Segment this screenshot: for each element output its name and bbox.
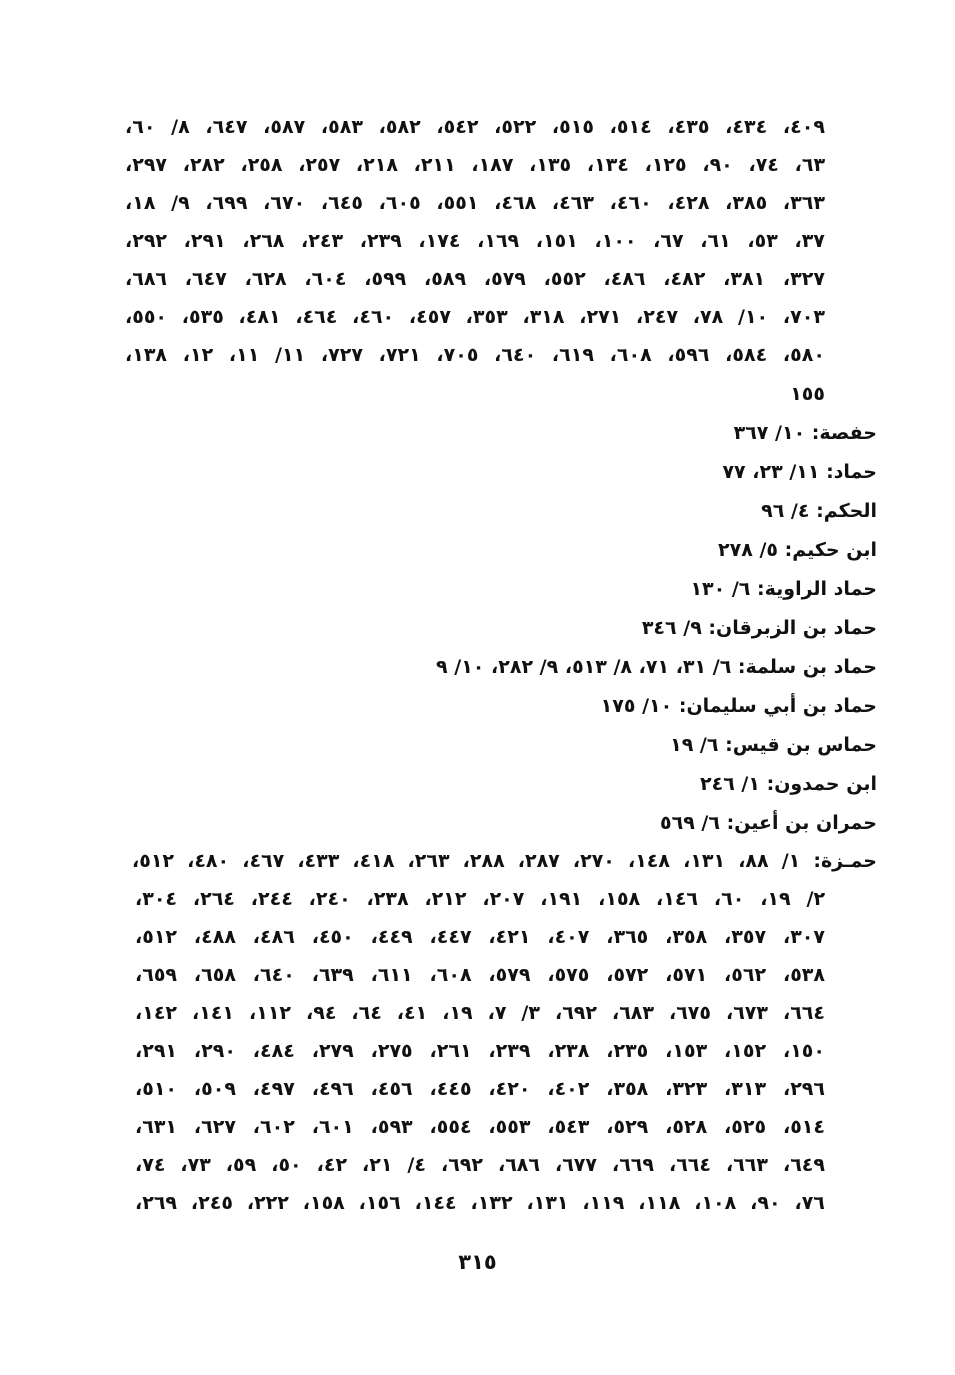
index-entry: حماد بن أبي سليمان: ١٠/ ١٧٥ [600, 695, 877, 717]
index-continuation-line: ٥٨٠، ٥٨٤، ٥٩٦، ٦٠٨، ٦١٩، ٦٤٠، ٧٠٥، ٧٢١، ٧٢٧، ١١/ ١١، ١٢، ١٣٨، [125, 344, 825, 366]
index-hamza-line: ٥٣٨، ٥٦٢، ٥٧١، ٥٧٢، ٥٧٥، ٥٧٩، ٦٠٨، ٦١١، ٦٣٩، ٦٤٠، ٦٥٨، ٦٥٩، [135, 964, 825, 986]
index-entry: حماد بن الزبرقان: ٩/ ٣٤٦ [641, 617, 877, 639]
page-number: ٣١٥ [458, 1250, 497, 1274]
index-hamza-line: ٣٠٧، ٣٥٧، ٣٥٨، ٣٦٥، ٤٠٧، ٤٢١، ٤٤٧، ٤٤٩، ٤٥٠، ٤٨٦، ٤٨٨، ٥١٢، [135, 926, 825, 948]
index-continuation-line: ٣٦٣، ٣٨٥، ٤٢٨، ٤٦٠، ٤٦٣، ٤٦٨، ٥٥١، ٦٠٥، ٦٤٥، ٦٧٠، ٦٩٩، ٩/ ١٨، [125, 192, 825, 214]
index-hamza-line: ١٥٠، ١٥٢، ١٥٣، ٢٣٥، ٢٣٨، ٢٣٩، ٢٦١، ٢٧٥، ٢٧٩، ٤٨٤، ٢٩٠، ٢٩١، [135, 1040, 825, 1062]
index-continuation-line: ٤٠٩، ٤٣٤، ٤٣٥، ٥١٤، ٥١٥، ٥٢٢، ٥٤٢، ٥٨٢، ٥٨٣، ٥٨٧، ٦٤٧، ٨/ ٦٠، [125, 116, 825, 138]
index-continuation-line: ٦٣، ٧٤، ٩٠، ١٢٥، ١٣٤، ١٣٥، ١٨٧، ٢١١، ٢١٨، ٢٥٧، ٢٥٨، ٢٨٢، ٢٩٧، [125, 154, 825, 176]
index-entry: حمران بن أعين: ٦/ ٥٦٩ [660, 812, 877, 834]
index-continuation-line: ٣٧، ٥٣، ٦١، ٦٧، ١٠٠، ١٥١، ١٦٩، ١٧٤، ٢٣٩، ٢٤٣، ٢٦٨، ٢٩١، ٢٩٢، [125, 230, 825, 252]
index-entry: حماد بن سلمة: ٦/ ٣١، ٧١، ٨/ ٥١٣، ٩/ ٢٨٢، ١٠/ ٩ [436, 656, 877, 678]
index-entry: الحكم: ٤/ ٩٦ [761, 500, 877, 522]
index-hamza-line: ٧٦، ٩٠، ١٠٨، ١١٨، ١١٩، ١٣١، ١٣٢، ١٤٤، ١٥٦، ١٥٨، ٢٢٢، ٢٤٥، ٢٦٩، [135, 1192, 825, 1214]
index-continuation-last: ١٥٥ [790, 383, 825, 405]
index-hamza-line: ٦٦٤، ٦٧٣، ٦٧٥، ٦٨٣، ٦٩٢، ٣/ ٧، ١٩، ٤١، ٦٤، ٩٤، ١١٢، ١٤١، ١٤٢، [135, 1002, 825, 1024]
index-entry: حماد الراوية: ٦/ ١٣٠ [690, 578, 877, 600]
index-hamza-line: ٢/ ١٩، ٦٠، ١٤٦، ١٥٨، ١٩١، ٢٠٧، ٢١٢، ٢٣٨، ٢٤٠، ٢٤٤، ٢٦٤، ٣٠٤، [135, 888, 825, 910]
index-entry-hamza: حمـزة: ١/ ٨٨، ١٣١، ١٤٨، ٢٧٠، ٢٨٧، ٢٨٨، ٢٦٣، ٤١٨، ٤٣٣، ٤٦٧، ٤٨٠، ٥١٢، [132, 850, 877, 872]
index-entry: حماد: ١١/ ٢٣، ٧٧ [722, 461, 877, 483]
index-entry: حفصة: ١٠/ ٣٦٧ [733, 422, 877, 444]
index-entry: حماس بن قيس: ٦/ ١٩ [670, 734, 877, 756]
index-hamza-line: ٢٩٦، ٣١٣، ٣٢٣، ٣٥٨، ٤٠٢، ٤٢٠، ٤٤٥، ٤٥٦، ٤٩٦، ٤٩٧، ٥٠٩، ٥١٠، [135, 1078, 825, 1100]
index-hamza-line: ٦٤٩، ٦٦٣، ٦٦٤، ٦٦٩، ٦٧٧، ٦٨٦، ٦٩٢، ٤/ ٢١، ٤٢، ٥٠، ٥٩، ٧٣، ٧٤، [135, 1154, 825, 1176]
index-entry: ابن حكيم: ٥/ ٢٧٨ [718, 539, 877, 561]
index-hamza-line: ٥١٤، ٥٢٥، ٥٢٨، ٥٢٩، ٥٤٣، ٥٥٣، ٥٥٤، ٥٩٣، ٦٠١، ٦٠٢، ٦٢٧، ٦٣١، [135, 1116, 825, 1138]
index-continuation-line: ٧٠٣، ١٠/ ٧٨، ٢٤٧، ٢٧١، ٣١٨، ٣٥٣، ٤٥٧، ٤٦٠، ٤٦٤، ٤٨١، ٥٣٥، ٥٥٠، [125, 306, 825, 328]
index-entry: ابن حمدون: ١/ ٢٤٦ [700, 773, 877, 795]
index-continuation-line: ٣٢٧، ٣٨١، ٤٨٢، ٤٨٦، ٥٥٢، ٥٧٩، ٥٨٩، ٥٩٩، ٦٠٤، ٦٢٨، ٦٤٧، ٦٨٦، [125, 268, 825, 290]
